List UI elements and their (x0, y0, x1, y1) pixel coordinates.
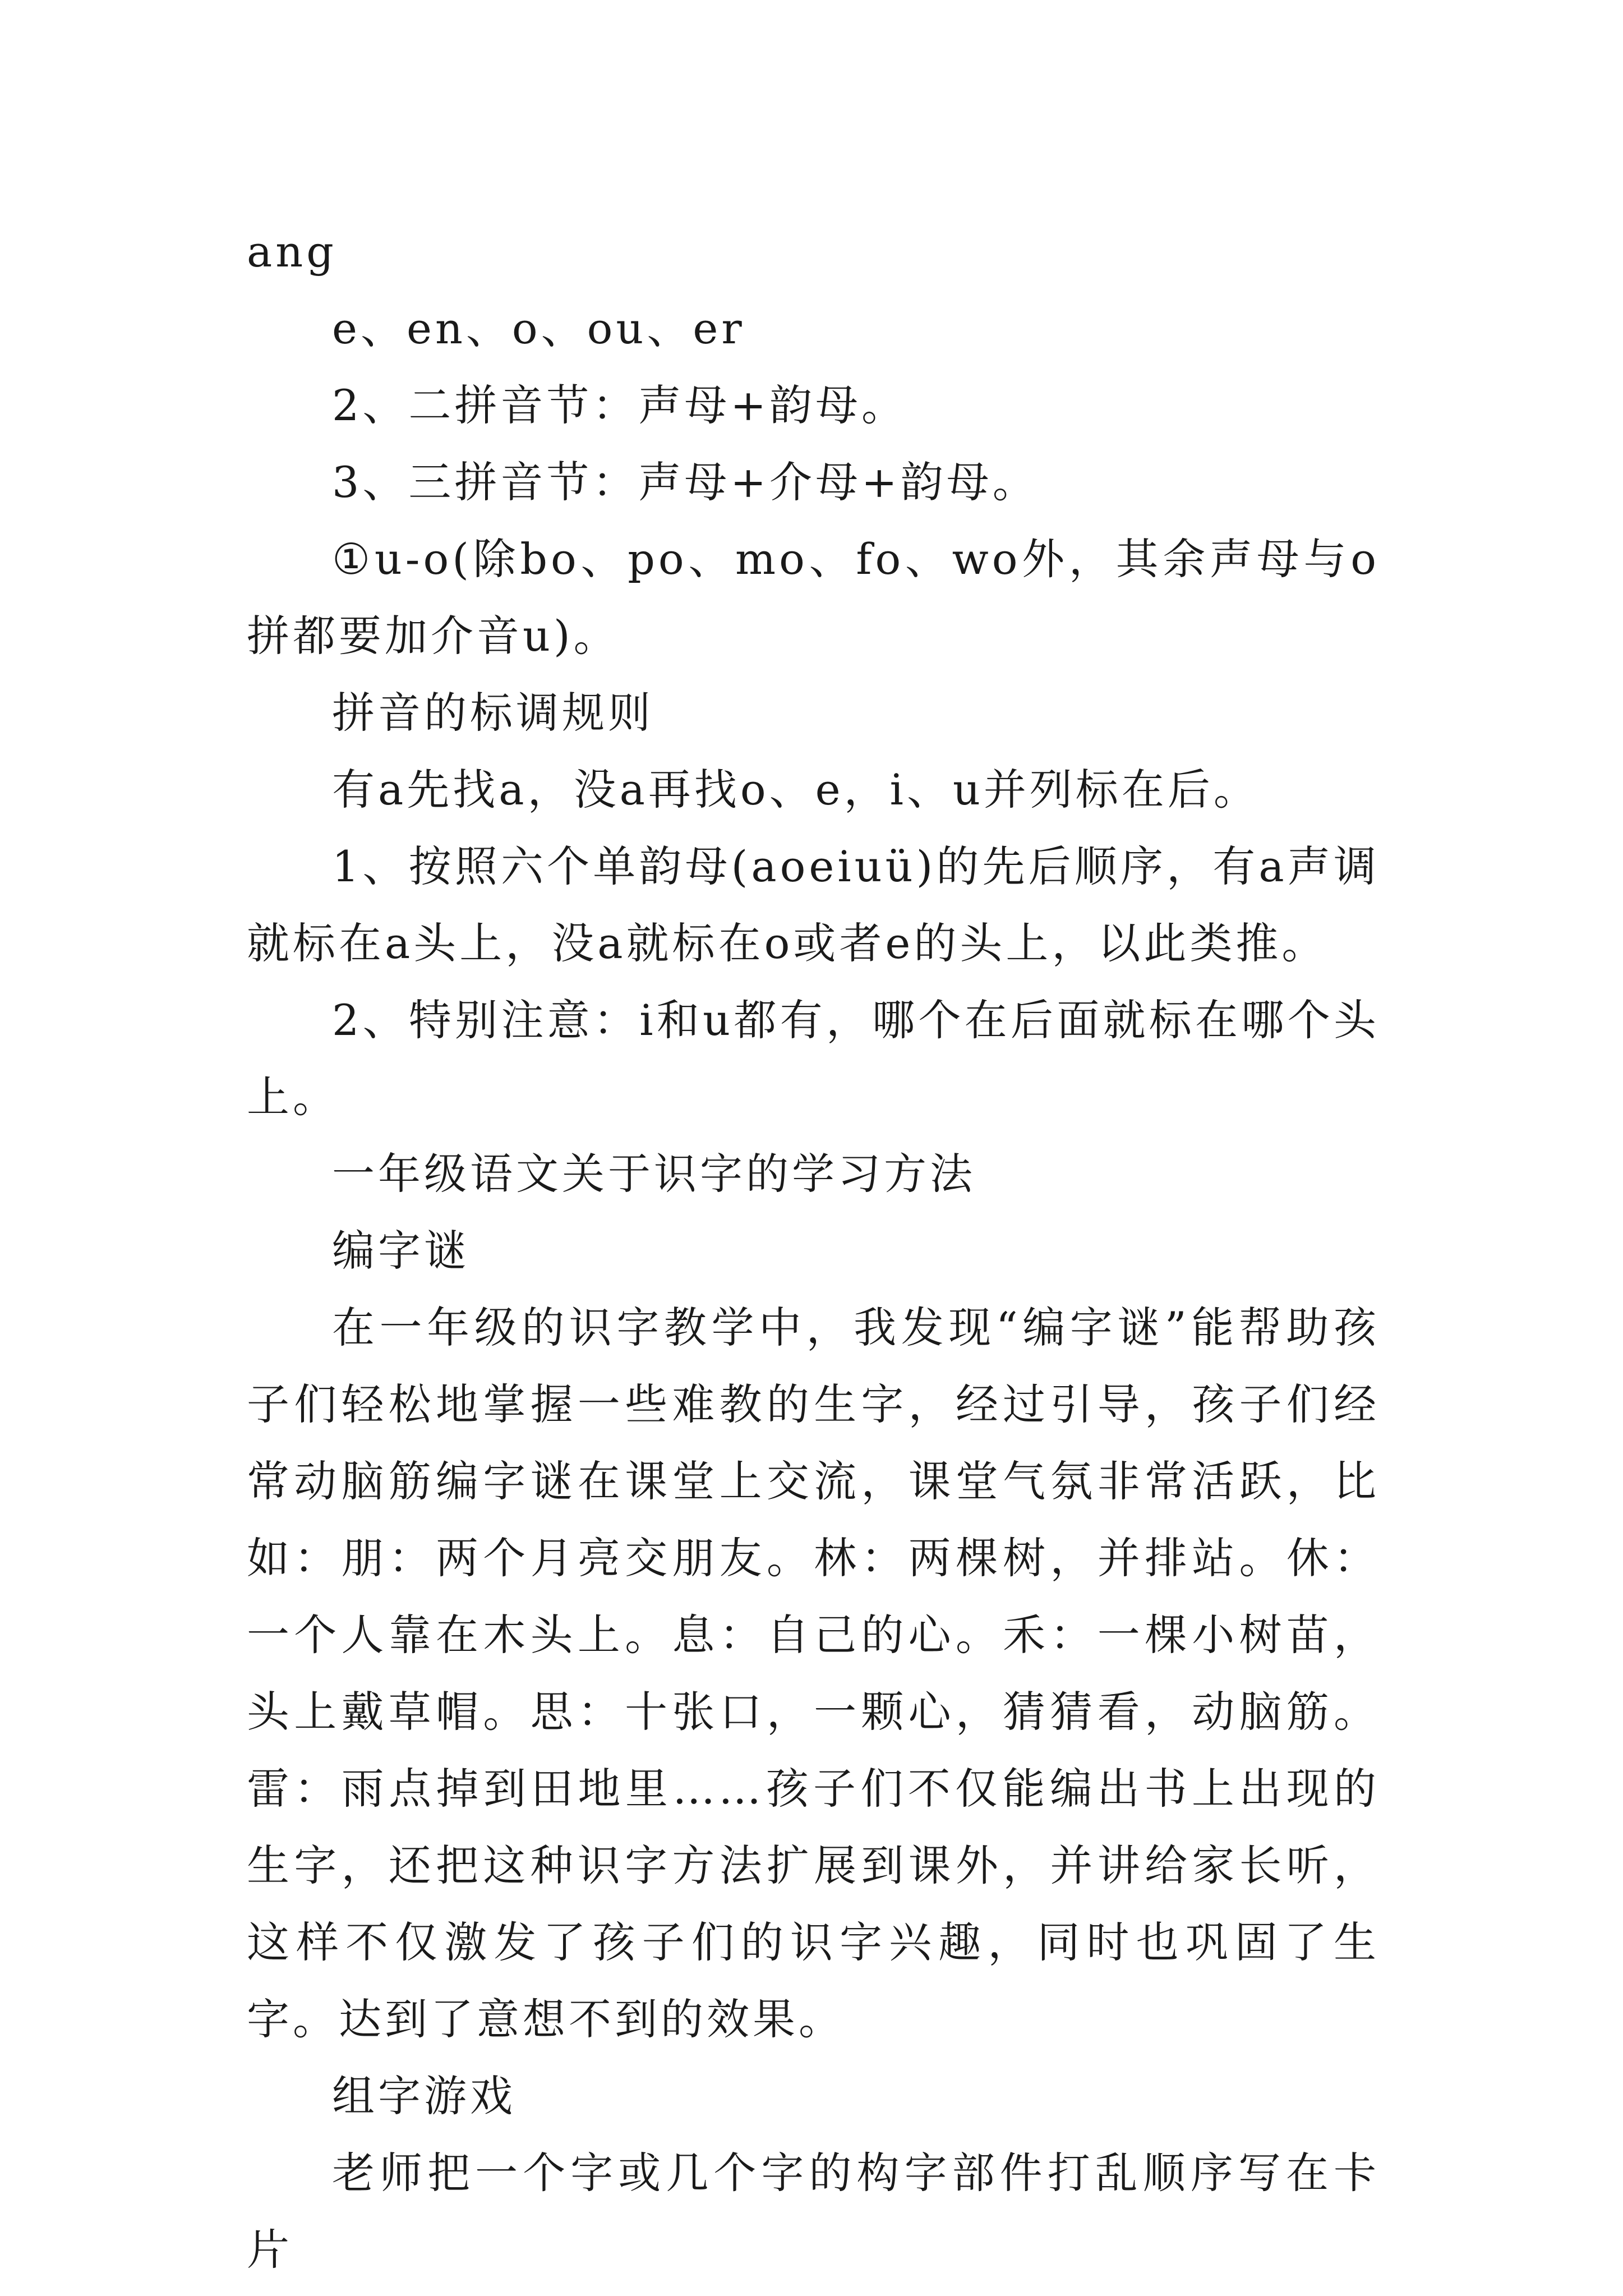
heading-tone-marking-rules: 拼音的标调规则 (332, 688, 654, 738)
paragraph-tone-order-rule: 1、按照六个单韵母(aoeiuü)的先后顺序，有a声调就标在a头上，没a就标在o或者e的头上，以此类推。 (247, 841, 1380, 968)
paragraph-three-part-syllable: 3、三拼音节：声母+介母+韵母。 (332, 457, 1039, 507)
paragraph-two-part-syllable: 2、二拼音节：声母+韵母。 (332, 380, 908, 430)
paragraph-character-games: 老师把一个字或几个字的构字部件打乱顺序写在卡片 (247, 2148, 1380, 2275)
heading-literacy-methods: 一年级语文关于识字的学习方法 (332, 1149, 976, 1199)
paragraph-ang: ang (247, 227, 337, 277)
heading-character-games: 组字游戏 (332, 2071, 516, 2121)
paragraph-tone-mnemonic: 有a先找a，没a再找o、e，i、u并列标在后。 (332, 765, 1260, 815)
paragraph-finals-list: e、en、o、ou、er (332, 303, 745, 353)
paragraph-character-riddles: 在一年级的识字教学中，我发现“编字谜”能帮助孩子们轻松地掌握一些难教的生字，经过引导，孩子们经常动脑筋编字谜在课堂上交流，课堂气氛非常活跃，比如：朋：两个月亮交朋友。林：两棵树，并排站。休：一个人靠在木头上。息：自己的心。禾：一棵小树苗，头上戴草帽。思：十张口，一颗心，猜猜看，动脑筋。雷：雨点掉到田地里……孩子们不仅能编出书上出现的生字，还把这种识字方法扩展到课外，并讲给家长听，这样不仅激发了孩子们的识字兴趣，同时也巩固了生字。达到了意想不到的效果。 (247, 1303, 1380, 2044)
document-body (247, 213, 1380, 2288)
heading-character-riddles: 编字谜 (332, 1226, 470, 1276)
paragraph-i-u-note: 2、特别注意：i和u都有，哪个在后面就标在哪个头上。 (247, 995, 1380, 1122)
paragraph-u-o-rule: ①u-o(除bo、po、mo、fo、wo外，其余声母与o拼都要加介音u)。 (247, 534, 1380, 661)
